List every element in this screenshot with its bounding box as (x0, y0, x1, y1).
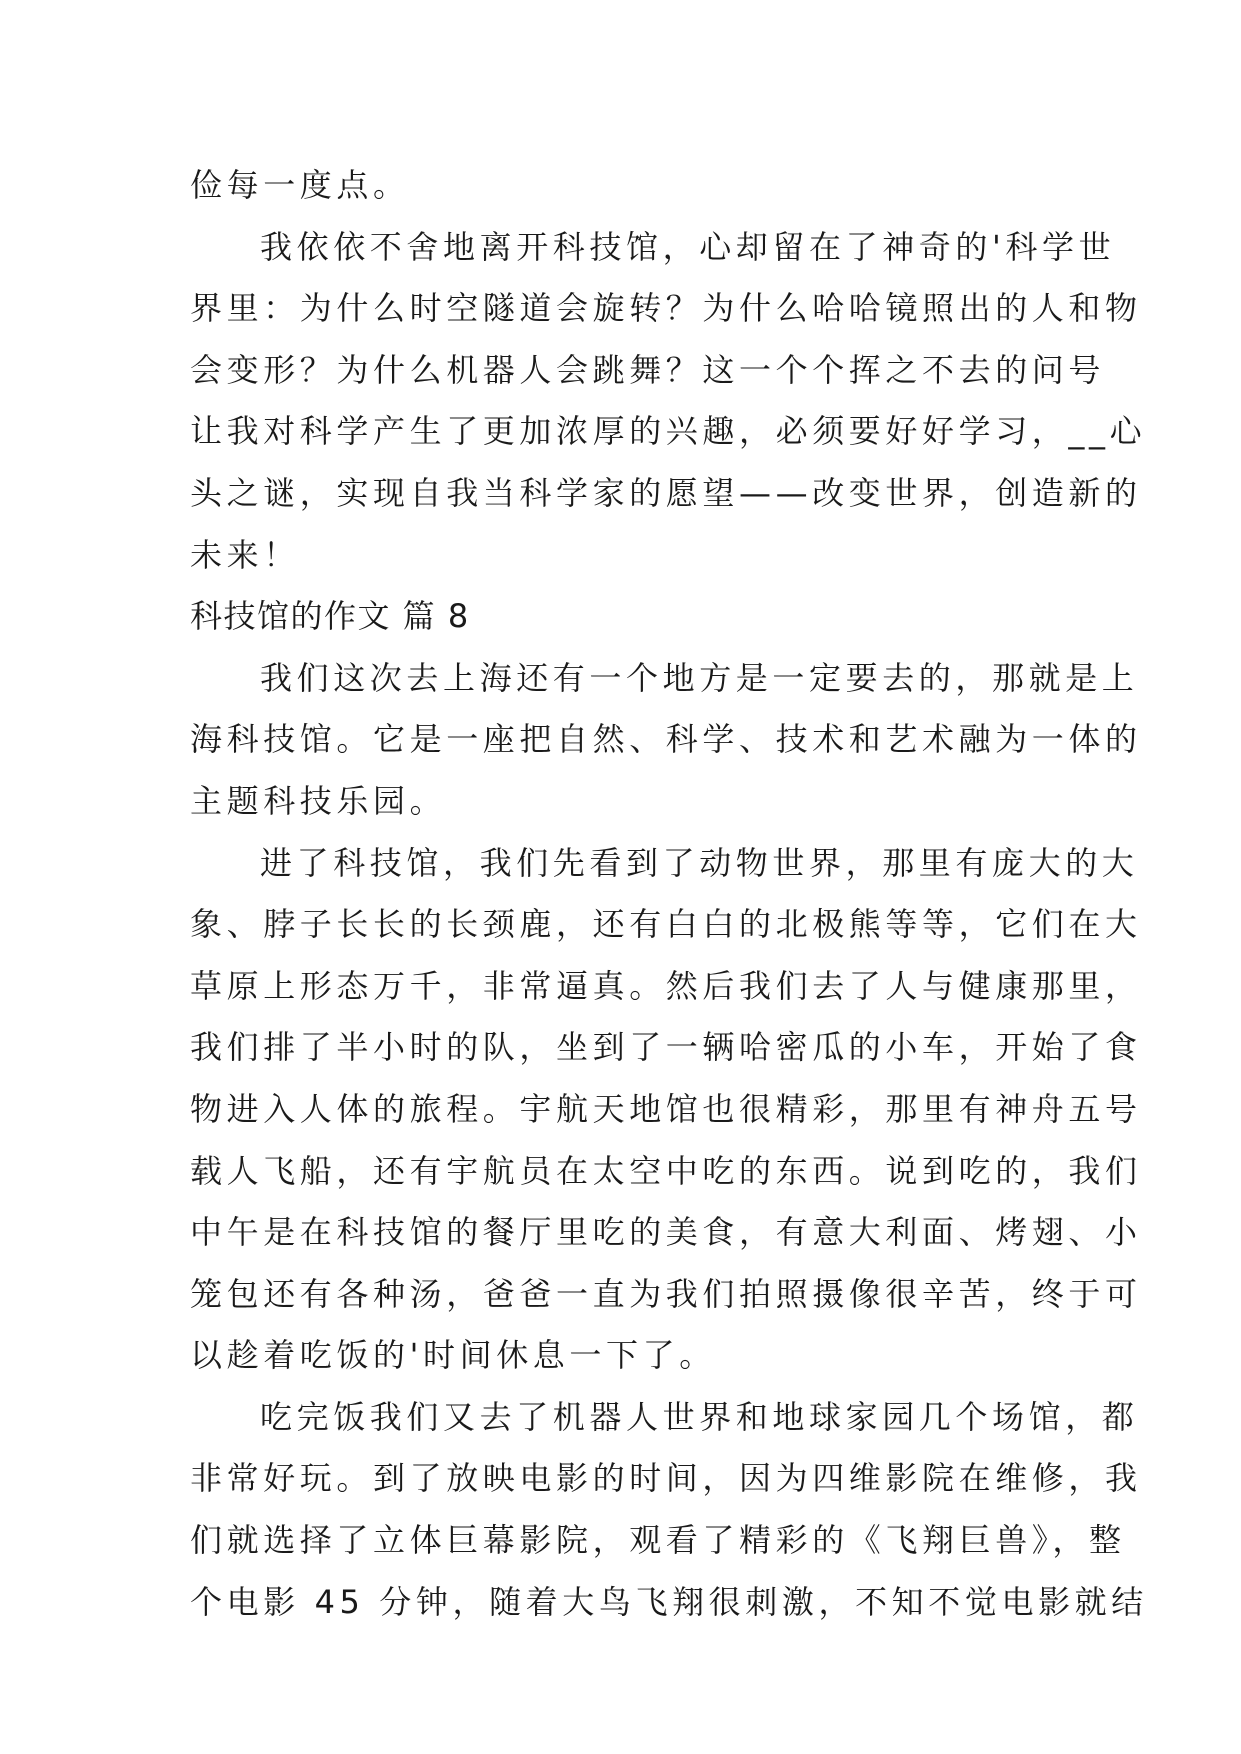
text-line: 非常好玩。到了放映电影的时间，因为四维影院在维修，我 (190, 1459, 1142, 1498)
text-line: 头之谜，实现自我当科学家的愿望——改变世界，创造新的 (190, 473, 1142, 512)
document-body (190, 155, 1148, 1633)
text-line: 界里：为什么时空隧道会旋转？为什么哈哈镜照出的人和物 (190, 289, 1142, 328)
text-line: 个电影 45 分钟，随着大鸟飞翔很刺激，不知不觉电影就结 (190, 1582, 1148, 1621)
text-line: 们就选择了立体巨幕影院，观看了精彩的《飞翔巨兽》，整 (190, 1521, 1126, 1560)
text-line: 海科技馆。它是一座把自然、科学、技术和艺术融为一体的 (190, 720, 1142, 759)
text-line: 笼包还有各种汤，爸爸一直为我们拍照摄像很辛苦，终于可 (190, 1274, 1142, 1313)
text-line: 我们排了半小时的队，坐到了一辆哈密瓜的小车，开始了食 (190, 1028, 1142, 1067)
paragraph-first-line: 进了科技馆，我们先看到了动物世界，那里有庞大的大 (260, 843, 1139, 882)
text-line: 未来！ (190, 535, 300, 574)
text-line: 让我对科学产生了更加浓厚的兴趣，必须要好好学习，__心 (190, 412, 1147, 451)
text-line: 物进入人体的旅程。宇航天地馆也很精彩，那里有神舟五号 (190, 1089, 1142, 1128)
paragraph-first-line: 我们这次去上海还有一个地方是一定要去的，那就是上 (260, 658, 1139, 697)
paragraph-first-line: 吃完饭我们又去了机器人世界和地球家园几个场馆，都 (260, 1397, 1139, 1436)
text-line: 俭每一度点。 (190, 166, 410, 204)
text-line: 以趁着吃饭的'时间休息一下了。 (190, 1336, 716, 1375)
text-line: 象、脖子长长的长颈鹿，还有白白的北极熊等等，它们在大 (190, 905, 1142, 944)
text-line: 载人飞船，还有宇航员在太空中吃的东西。说到吃的，我们 (190, 1151, 1142, 1190)
paragraph-first-line: 我依依不舍地离开科技馆，心却留在了神奇的'科学世 (260, 227, 1116, 266)
text-line: 会变形？为什么机器人会跳舞？这一个个挥之不去的问号 (190, 350, 1106, 389)
text-line: 主题科技乐园。 (190, 781, 447, 820)
text-line: 草原上形态万千，非常逼真。然后我们去了人与健康那里， (190, 966, 1142, 1005)
section-heading: 科技馆的作文 篇 8 (190, 597, 470, 636)
text-line: 中午是在科技馆的餐厅里吃的美食，有意大利面、烤翅、小 (190, 1213, 1142, 1252)
